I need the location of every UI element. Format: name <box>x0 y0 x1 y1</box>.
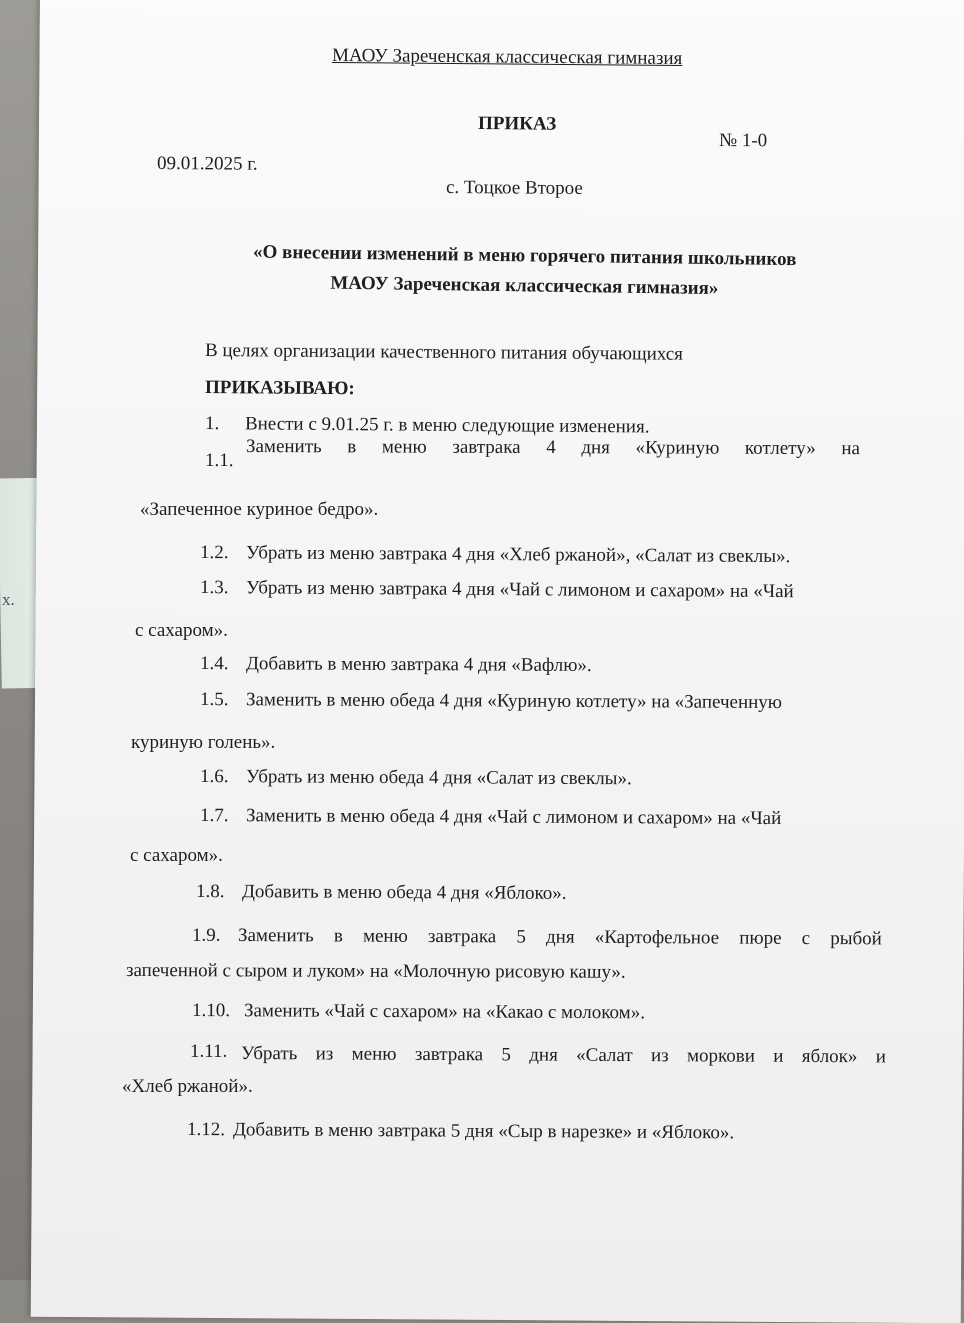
item-text: Добавить в меню завтрака 5 дня «Сыр в нарезке» и «Яблоко». <box>232 1119 735 1144</box>
item-number: 1.3. <box>199 577 229 599</box>
item-text: Заменить в меню обеда 4 дня «Куриную котлету» на «Запеченную <box>245 689 783 714</box>
order-subject <box>214 237 835 306</box>
word: яблок» <box>801 1045 858 1068</box>
list-item-1-7-continuation: с сахаром». <box>130 845 223 866</box>
list-item-1-5 <box>200 690 782 712</box>
item-number: 1.4. <box>199 653 229 675</box>
list-item-1-12 <box>187 1120 734 1142</box>
word: Заменить <box>245 436 322 458</box>
item-text: Убрать из меню завтрака 4 дня «Хлеб ржаной», «Салат из свеклы». <box>245 542 791 568</box>
list-item-1-7 <box>200 806 781 828</box>
word: из <box>315 1043 334 1065</box>
order-title: ПРИКАЗ <box>477 113 557 135</box>
word: дня <box>581 437 610 459</box>
item-text: Добавить в меню завтрака 4 дня «Вафлю». <box>245 653 592 677</box>
item-number: 1.1. <box>204 450 234 472</box>
item-number: 1.6. <box>199 766 229 788</box>
item-number: 1.12. <box>186 1119 226 1141</box>
order-number: № 1-0 <box>718 130 768 152</box>
word: на <box>841 438 860 460</box>
word: меню <box>362 925 408 947</box>
item-1-11-text-justified <box>241 1044 886 1066</box>
item-number: 1. <box>204 413 220 435</box>
word: дня <box>529 1044 558 1066</box>
word: с <box>801 927 811 949</box>
list-item-1-11-continuation: «Хлеб ржаной». <box>122 1076 253 1097</box>
item-number: 1.2. <box>199 542 229 564</box>
list-item-1-5-continuation: куриную голень». <box>131 732 276 753</box>
word: из <box>650 1045 669 1067</box>
order-date: 09.01.2025 г. <box>156 153 258 175</box>
word: «Салат <box>576 1044 633 1067</box>
word: в <box>333 925 343 947</box>
word: рыбой <box>830 928 882 950</box>
item-number: 1.11. <box>190 1041 228 1062</box>
word: 4 <box>546 437 556 459</box>
order-command: ПРИКАЗЫВАЮ: <box>204 377 355 400</box>
word: завтрака <box>414 1043 484 1066</box>
item-number: 1.9. <box>192 925 221 946</box>
item-text: Убрать из меню обеда 4 дня «Салат из свеклы». <box>245 766 632 790</box>
word: пюре <box>739 927 782 949</box>
list-item-1-3 <box>200 578 794 601</box>
item-text: Добавить в меню обеда 4 дня «Яблоко». <box>241 881 567 904</box>
word: Убрать <box>240 1043 298 1065</box>
item-number: 1.8. <box>195 881 225 903</box>
subject-line-1: «О внесении изменений в меню горячего питания школьников <box>252 241 797 271</box>
item-number: 1.10. <box>191 1000 231 1022</box>
item-text: Убрать из меню завтрака 4 дня «Чай с лимоном и сахаром» на «Чай <box>245 577 794 603</box>
item-number: 1.7. <box>199 805 229 827</box>
item-text: Заменить в меню обеда 4 дня «Чай с лимоном и сахаром» на «Чай <box>245 805 782 830</box>
order-purpose: В целях организации качественного питания обучающихся <box>204 340 684 365</box>
organization-header: МАОУ Зареченская классическая гимназия <box>331 45 683 70</box>
subject-line-2: МАОУ Зареченская классическая гимназия» <box>330 272 719 300</box>
list-item-1-6 <box>200 767 632 788</box>
word: и <box>773 1045 784 1067</box>
word: завтрака <box>427 925 497 948</box>
list-item-1-10 <box>192 1001 645 1022</box>
item-text: Заменить «Чай с сахаром» на «Какао с молоком». <box>243 1000 646 1024</box>
word: дня <box>545 926 575 948</box>
word: и <box>875 1046 886 1068</box>
word: «Куриную <box>635 437 720 459</box>
word: котлету» <box>744 437 816 459</box>
word: в <box>347 436 357 458</box>
word: меню <box>381 436 427 458</box>
item-1-9-text-justified <box>238 926 882 948</box>
word: 5 <box>516 926 526 948</box>
item-1-1-text-justified <box>246 437 860 458</box>
underlying-sheet-mark: х. <box>2 590 15 609</box>
word: меню <box>351 1043 397 1065</box>
list-item-1-9-continuation: запеченной с сыром и луком» на «Молочную рисовую кашу». <box>125 960 626 983</box>
list-item-1-4 <box>200 654 592 675</box>
word: завтрака <box>452 436 521 458</box>
list-item-1-1-continuation: «Запеченное куриное бедро». <box>140 499 379 520</box>
word: 5 <box>501 1044 512 1066</box>
list-item-1-1 <box>205 451 245 470</box>
list-item-1-3-continuation: с сахаром». <box>135 620 228 641</box>
list-item-1 <box>205 414 650 436</box>
word: моркови <box>686 1045 756 1067</box>
list-item-1-11 <box>190 1042 242 1061</box>
word: Заменить <box>237 925 314 947</box>
item-text: Внести с 9.01.25 г. в меню следующие изменения. <box>244 413 650 438</box>
list-item-1-9 <box>192 926 238 945</box>
order-place: с. Тоцкое Второе <box>445 177 583 199</box>
word: «Картофельное <box>594 926 720 949</box>
list-item-1-8 <box>196 882 567 903</box>
list-item-1-2 <box>200 543 790 566</box>
item-number: 1.5. <box>199 689 229 711</box>
